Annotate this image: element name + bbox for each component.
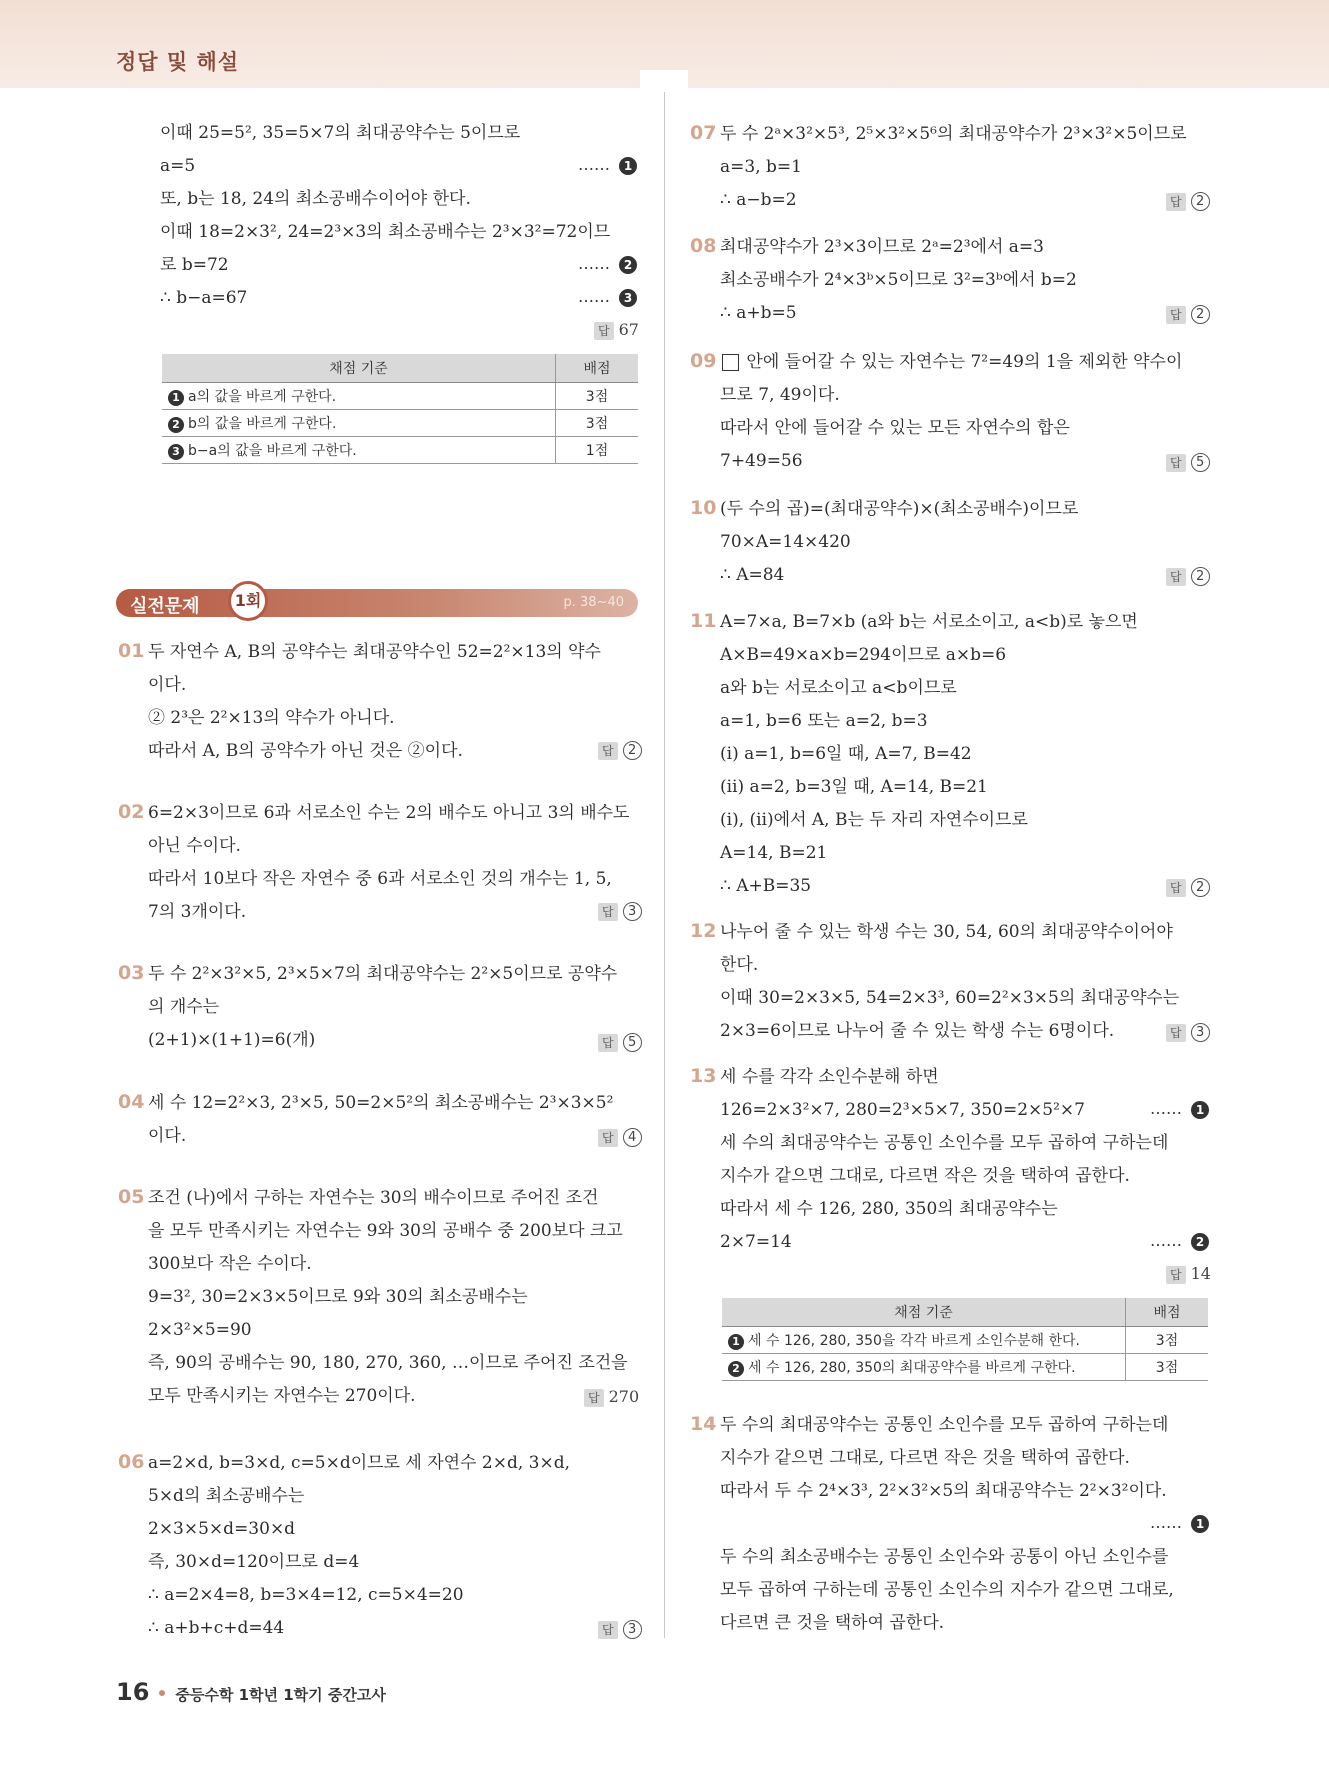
text-line: (두 수의 곱)=(최대공약수)×(최소공배수)이므로 bbox=[720, 499, 1079, 519]
text-line: (ⅰ), (ⅱ)에서 A, B는 두 자리 자연수이므로 bbox=[720, 810, 1028, 830]
text-line: 지수가 같으면 그대로, 다르면 작은 것을 택하여 곱한다. bbox=[720, 1166, 1130, 1186]
table-row: 1 a의 값을 바르게 구한다. 3점 bbox=[162, 383, 638, 410]
page-range: p. 38~40 bbox=[563, 595, 624, 610]
scoring-table bbox=[162, 354, 638, 464]
text-line: 70×A=14×420 bbox=[720, 532, 851, 552]
page-header-title: 정답 및 해설 bbox=[116, 50, 240, 74]
step-marker: …… 1 bbox=[578, 155, 637, 175]
problem-number: 05 bbox=[118, 1186, 145, 1208]
section-title: 실전문제 bbox=[130, 596, 200, 617]
text-line: 최대공약수가 2³×3이므로 2ᵃ=2³에서 a=3 bbox=[720, 237, 1044, 257]
text-line: 므로 7, 49이다. bbox=[720, 385, 840, 405]
problem-number: 02 bbox=[118, 801, 145, 823]
footer-bullet bbox=[159, 1690, 165, 1696]
text-line: 조건 (나)에서 구하는 자연수는 30의 배수이므로 주어진 조건 bbox=[148, 1188, 599, 1208]
step-marker: …… 1 bbox=[1150, 1513, 1209, 1533]
problem-number: 04 bbox=[118, 1091, 145, 1113]
text-line: 즉, 30×d=120이므로 d=4 bbox=[148, 1552, 360, 1572]
text-line: A=7×a, B=7×b (a와 b는 서로소이고, a<b)로 놓으면 bbox=[720, 612, 1138, 632]
text-line: 9=3², 30=2×3×5이므로 9와 30의 최소공배수는 bbox=[148, 1287, 528, 1307]
answer: 답 2 bbox=[1166, 877, 1210, 897]
text-line: 7의 3개이다. bbox=[148, 902, 247, 922]
text-line: 따라서 A, B의 공약수가 아닌 것은 ②이다. bbox=[148, 741, 463, 761]
text-line: 지수가 같으면 그대로, 다르면 작은 것을 택하여 곱한다. bbox=[720, 1448, 1130, 1468]
text-line: 안에 들어갈 수 있는 자연수는 7²=49의 1을 제외한 약수이 bbox=[720, 351, 1182, 373]
table-row: 1 세 수 126, 280, 350을 각각 바르게 소인수분해 한다. 3점 bbox=[722, 1327, 1208, 1354]
text-line: 두 수의 최소공배수는 공통인 소인수와 공통이 아닌 소인수를 bbox=[720, 1547, 1169, 1567]
text-line: 다르면 큰 것을 택하여 곱한다. bbox=[720, 1613, 945, 1633]
text-line: ∴ a+b=5 bbox=[720, 303, 797, 323]
text-line: ∴ b−a=67 bbox=[160, 288, 248, 308]
step-marker: …… 2 bbox=[578, 254, 637, 274]
text-line: 2×3=6이므로 나누어 줄 수 있는 학생 수는 6명이다. bbox=[720, 1021, 1115, 1041]
step-marker: …… 3 bbox=[578, 287, 637, 307]
text-line: (2+1)×(1+1)=6(개) bbox=[148, 1030, 316, 1050]
text-line: 세 수 12=2²×3, 2³×5, 50=2×5²의 최소공배수는 2³×3×5² bbox=[148, 1093, 614, 1113]
table-header-criteria: 채점 기준 bbox=[722, 1298, 1126, 1327]
text-line: 300보다 작은 수이다. bbox=[148, 1254, 312, 1274]
answer: 답 4 bbox=[598, 1127, 642, 1147]
text-line: 즉, 90의 공배수는 90, 180, 270, 360, …이므로 주어진 조건을 bbox=[148, 1353, 628, 1373]
text-line: 따라서 10보다 작은 자연수 중 6과 서로소인 것의 개수는 1, 5, bbox=[148, 869, 612, 889]
section-banner bbox=[116, 589, 638, 617]
text-line: 5×d의 최소공배수는 bbox=[148, 1486, 305, 1506]
table-header-points: 배점 bbox=[1126, 1298, 1209, 1327]
text-line: A×B=49×a×b=294이므로 a×b=6 bbox=[720, 645, 1007, 665]
text-line: a=5 bbox=[160, 156, 196, 176]
text-line: 한다. bbox=[720, 955, 759, 975]
text-line: a=2×d, b=3×d, c=5×d이므로 세 자연수 2×d, 3×d, bbox=[148, 1453, 570, 1473]
text-line: 을 모두 만족시키는 자연수는 9와 30의 공배수 중 200보다 크고 bbox=[148, 1221, 623, 1241]
text-line: 아닌 수이다. bbox=[148, 836, 241, 856]
text-line: ∴ a=2×4=8, b=3×4=12, c=5×4=20 bbox=[148, 1585, 464, 1605]
text-line: ∴ A=84 bbox=[720, 565, 785, 585]
text-line: 두 수 2ᵃ×3²×5³, 2⁵×3²×5⁶의 최대공약수가 2³×3²×5이므로 bbox=[720, 124, 1187, 144]
answer: 답 5 bbox=[598, 1032, 642, 1052]
text-line: ∴ a−b=2 bbox=[720, 190, 797, 210]
problem-number: 03 bbox=[118, 962, 145, 984]
page-number: 16 bbox=[116, 1678, 150, 1706]
text-line: 두 수의 최대공약수는 공통인 소인수를 모두 곱하여 구하는데 bbox=[720, 1415, 1169, 1435]
text-line: 126=2×3²×7, 280=2³×5×7, 350=2×5²×7 bbox=[720, 1100, 1085, 1120]
text-line: 로 b=72 bbox=[160, 255, 229, 275]
text-line: 이때 25=5², 35=5×7의 최대공약수는 5이므로 bbox=[160, 123, 521, 143]
step-marker: …… 2 bbox=[1150, 1231, 1209, 1251]
text-line: 의 개수는 bbox=[148, 997, 220, 1017]
problem-number: 01 bbox=[118, 640, 145, 662]
problem-number: 11 bbox=[690, 610, 717, 632]
answer: 답 3 bbox=[598, 1619, 642, 1639]
table-header-points: 배점 bbox=[556, 354, 639, 383]
problem-number: 12 bbox=[690, 920, 717, 942]
text-line: 2×7=14 bbox=[720, 1232, 792, 1252]
answer: 답 2 bbox=[1166, 304, 1210, 324]
answer: 답 5 bbox=[1166, 452, 1210, 472]
text-line: (ⅱ) a=2, b=3일 때, A=14, B=21 bbox=[720, 777, 988, 797]
text-line: 이다. bbox=[148, 675, 187, 695]
text-line: a와 b는 서로소이고 a<b이므로 bbox=[720, 678, 957, 698]
text-line: 또, b는 18, 24의 최소공배수이어야 한다. bbox=[160, 189, 471, 209]
problem-number: 06 bbox=[118, 1451, 145, 1473]
problem-number: 10 bbox=[690, 497, 717, 519]
text-line: 7+49=56 bbox=[720, 451, 803, 471]
problem-number: 13 bbox=[690, 1065, 717, 1087]
text-line: 최소공배수가 2⁴×3ᵇ×5이므로 3²=3ᵇ에서 b=2 bbox=[720, 270, 1077, 290]
text-line: 세 수의 최대공약수는 공통인 소인수를 모두 곱하여 구하는데 bbox=[720, 1133, 1169, 1153]
step-marker: …… 1 bbox=[1150, 1099, 1209, 1119]
blank-box bbox=[722, 354, 739, 371]
page-footer bbox=[116, 1678, 386, 1706]
text-line: 두 자연수 A, B의 공약수는 최대공약수인 52=2²×13의 약수 bbox=[148, 642, 601, 662]
answer: 답 270 bbox=[584, 1387, 639, 1407]
text-line: ∴ A+B=35 bbox=[720, 876, 812, 896]
text-line: ∴ a+b+c+d=44 bbox=[148, 1618, 285, 1638]
answer: 답 14 bbox=[1166, 1264, 1211, 1284]
text-line: 이때 18=2×3², 24=2³×3의 최소공배수는 2³×3²=72이므 bbox=[160, 222, 611, 242]
problem-number: 09 bbox=[690, 350, 717, 372]
text-line: (ⅰ) a=1, b=6일 때, A=7, B=42 bbox=[720, 744, 972, 764]
answer: 답 3 bbox=[598, 901, 642, 921]
answer: 답 2 bbox=[598, 740, 642, 760]
answer: 답 2 bbox=[1166, 191, 1210, 211]
book-title: 중등수학 1학년 1학기 중간고사 bbox=[175, 1686, 386, 1704]
round-badge: 1회 bbox=[228, 581, 268, 621]
text-line: 두 수 2²×3²×5, 2³×5×7의 최대공약수는 2²×5이므로 공약수 bbox=[148, 964, 618, 984]
text-line: 따라서 두 수 2⁴×3³, 2²×3²×5의 최대공약수는 2²×3²이다. bbox=[720, 1481, 1167, 1501]
text-line: 모두 만족시키는 자연수는 270이다. bbox=[148, 1386, 416, 1406]
answer: 답 3 bbox=[1166, 1022, 1210, 1042]
text-line: 6=2×3이므로 6과 서로소인 수는 2의 배수도 아니고 3의 배수도 bbox=[148, 803, 630, 823]
text-line: 2×3×5×d=30×d bbox=[148, 1519, 296, 1539]
column-divider bbox=[664, 92, 665, 1638]
text-line: 이다. bbox=[148, 1126, 187, 1146]
text-line: a=3, b=1 bbox=[720, 157, 802, 177]
text-line: 세 수를 각각 소인수분해 하면 bbox=[720, 1067, 939, 1087]
problem-number: 07 bbox=[690, 122, 717, 144]
text-line: ② 2³은 2²×13의 약수가 아니다. bbox=[148, 708, 395, 728]
answer: 답 67 bbox=[594, 320, 639, 340]
problem-number: 14 bbox=[690, 1413, 717, 1435]
table-row: 3 b−a의 값을 바르게 구한다. 1점 bbox=[162, 437, 638, 464]
text-line: A=14, B=21 bbox=[720, 843, 828, 863]
text-line: a=1, b=6 또는 a=2, b=3 bbox=[720, 711, 928, 731]
problem-number: 08 bbox=[690, 235, 717, 257]
answer: 답 2 bbox=[1166, 566, 1210, 586]
table-header-criteria: 채점 기준 bbox=[162, 354, 556, 383]
text-line: 따라서 세 수 126, 280, 350의 최대공약수는 bbox=[720, 1199, 1058, 1219]
text-line: 모두 곱하여 구하는데 공통인 소인수의 지수가 같으면 그대로, bbox=[720, 1580, 1174, 1600]
text-line: 따라서 안에 들어갈 수 있는 모든 자연수의 합은 bbox=[720, 418, 1070, 438]
text-line: 이때 30=2×3×5, 54=2×3³, 60=2²×3×5의 최대공약수는 bbox=[720, 988, 1180, 1008]
table-row: 2 세 수 126, 280, 350의 최대공약수를 바르게 구한다. 3점 bbox=[722, 1354, 1208, 1381]
text-line: 2×3²×5=90 bbox=[148, 1320, 252, 1340]
table-row: 2 b의 값을 바르게 구한다. 3점 bbox=[162, 410, 638, 437]
scoring-table bbox=[722, 1298, 1208, 1381]
text-line: 나누어 줄 수 있는 학생 수는 30, 54, 60의 최대공약수이어야 bbox=[720, 922, 1173, 942]
